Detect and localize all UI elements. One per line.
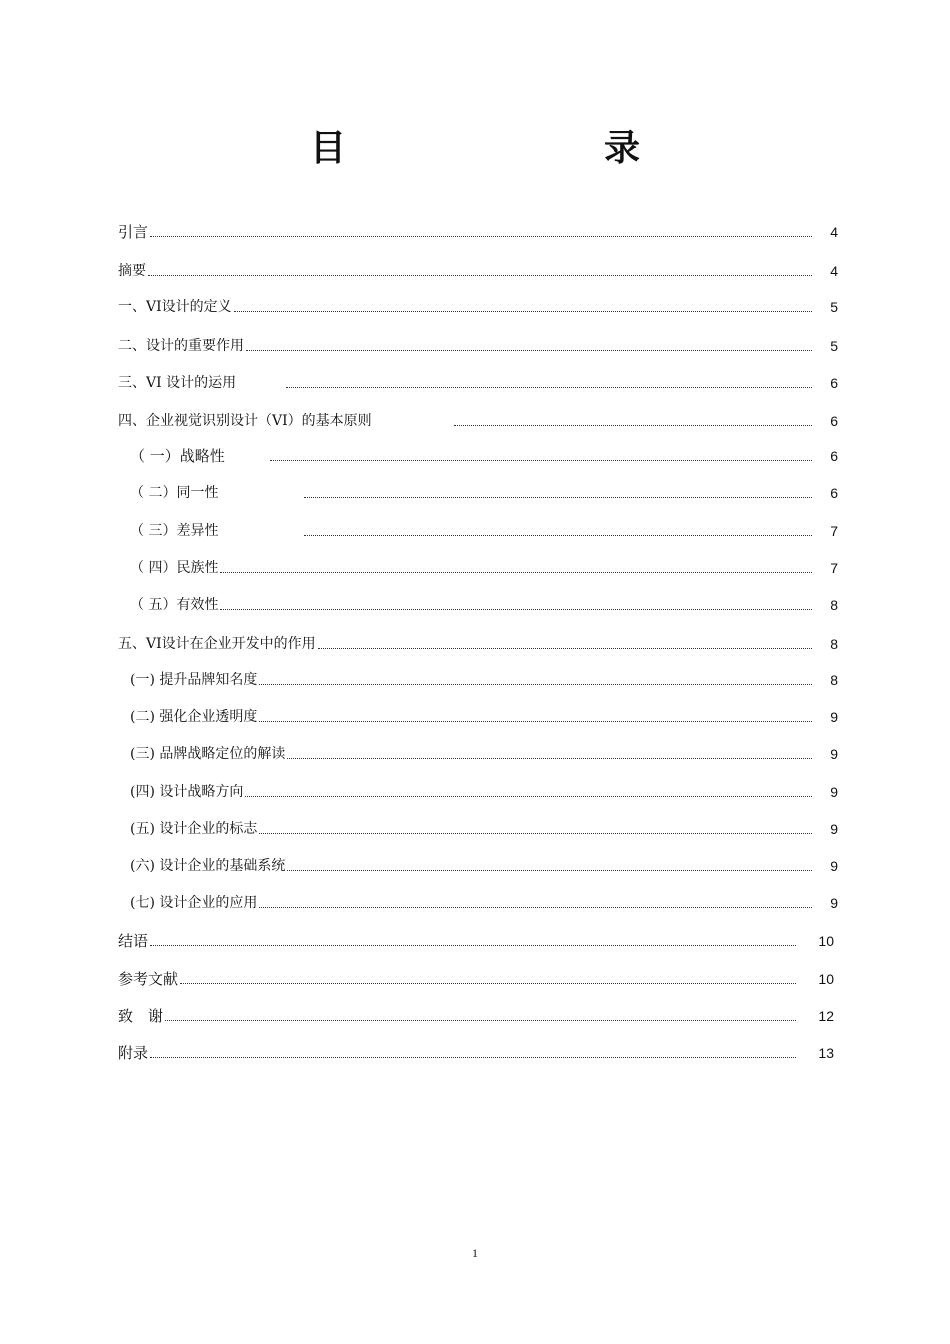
- toc-leader: [150, 944, 796, 946]
- toc-entry-page: 4: [830, 263, 838, 279]
- toc-entry-label: 摘要: [118, 263, 146, 279]
- toc-entry-page: 8: [830, 636, 838, 652]
- toc-leader: [270, 459, 812, 461]
- toc-entry-label: 引言: [118, 223, 149, 241]
- toc-entry[interactable]: [130, 521, 838, 541]
- toc-leader: [287, 757, 812, 759]
- toc-entry-page: 9: [830, 821, 838, 837]
- toc-entry-page: 9: [830, 895, 838, 911]
- toc-entry-page: 6: [830, 413, 838, 429]
- toc-entry-page: 5: [830, 338, 838, 354]
- toc-entry[interactable]: [118, 1006, 834, 1026]
- toc-entry[interactable]: [118, 1043, 834, 1063]
- toc-entry-label: (一) 提升品牌知名度: [130, 672, 258, 688]
- toc-entry[interactable]: [130, 595, 838, 615]
- toc-entry-page: 13: [818, 1045, 834, 1061]
- toc-entry-label: （ 四）民族性: [130, 560, 219, 576]
- toc-entry-label: 四、企业视觉识别设计（VI）的基本原则: [118, 413, 372, 429]
- toc-entry[interactable]: [118, 969, 834, 989]
- toc-leader: [286, 386, 812, 388]
- toc-entry-page: 9: [830, 784, 838, 800]
- toc-leader: [220, 608, 812, 610]
- toc-entry[interactable]: [118, 411, 838, 431]
- toc-entry-page: 9: [830, 709, 838, 725]
- toc-entry[interactable]: [130, 744, 838, 764]
- toc-entry[interactable]: [118, 222, 838, 242]
- toc-entry-page: 9: [830, 858, 838, 874]
- toc-entry-label: (二) 强化企业透明度: [130, 709, 258, 725]
- toc-entry-label: （ 三）差异性: [130, 523, 219, 539]
- toc-entry-page: 9: [830, 746, 838, 762]
- toc-entry[interactable]: [130, 782, 838, 802]
- toc-entry-page: 8: [830, 672, 838, 688]
- toc-entry-label: (五) 设计企业的标志: [130, 821, 258, 837]
- toc-entry[interactable]: [118, 297, 838, 317]
- toc-entry-page: 7: [830, 560, 838, 576]
- toc-entry-label: 结语: [118, 932, 149, 950]
- toc-leader: [150, 235, 812, 237]
- toc-entry-page: 10: [818, 933, 834, 949]
- toc-entry-page: 6: [830, 448, 838, 464]
- toc-entry-label: 参考文献: [118, 970, 179, 988]
- toc-entry-label: （ 一）战略性: [130, 447, 225, 465]
- toc-entry-label: （ 二）同一性: [130, 485, 219, 501]
- toc-entry[interactable]: [130, 670, 838, 690]
- toc-entry[interactable]: [118, 373, 838, 393]
- toc-entry-page: 7: [830, 523, 838, 539]
- toc-leader: [304, 496, 812, 498]
- toc-entry[interactable]: [130, 707, 838, 727]
- toc-entry[interactable]: [118, 261, 838, 281]
- toc-entry[interactable]: [130, 483, 838, 503]
- page-number: 1: [472, 1246, 478, 1260]
- toc-leader: [220, 571, 812, 573]
- toc-entry[interactable]: [130, 819, 838, 839]
- toc-entry-label: 三、VI 设计的运用: [118, 375, 237, 391]
- page-title: 目 录: [309, 128, 702, 169]
- toc-entry-page: 10: [818, 971, 834, 987]
- toc-leader: [287, 869, 812, 871]
- toc-entry-label: （ 五）有效性: [130, 597, 219, 613]
- toc-entry-page: 4: [830, 224, 838, 240]
- toc-entry[interactable]: [130, 446, 838, 466]
- toc-leader: [165, 1019, 796, 1021]
- toc-entry-page: 8: [830, 597, 838, 613]
- toc-entry[interactable]: [118, 634, 838, 654]
- toc-entry-page: 12: [818, 1008, 834, 1024]
- toc-leader: [180, 982, 796, 984]
- toc-leader: [259, 906, 812, 908]
- toc-entry[interactable]: [118, 931, 834, 951]
- toc-leader: [318, 647, 812, 649]
- toc-leader: [234, 310, 812, 312]
- toc-entry[interactable]: [130, 558, 838, 578]
- toc-entry-label: (六) 设计企业的基础系统: [130, 858, 286, 874]
- toc-entry-page: 6: [830, 375, 838, 391]
- toc-entry[interactable]: [118, 336, 838, 356]
- toc-entry-label: 五、VI设计在企业开发中的作用: [118, 636, 316, 652]
- toc-leader: [150, 1056, 796, 1058]
- toc-leader: [259, 683, 812, 685]
- toc-leader: [148, 274, 812, 276]
- toc-leader: [259, 832, 812, 834]
- toc-leader: [259, 720, 812, 722]
- toc-entry-page: 6: [830, 485, 838, 501]
- toc-entry-label: (四) 设计战略方向: [130, 784, 244, 800]
- toc-leader: [245, 795, 812, 797]
- toc-entry[interactable]: [130, 856, 838, 876]
- toc-leader: [454, 424, 812, 426]
- toc-leader: [246, 349, 812, 351]
- toc-entry-label: (七) 设计企业的应用: [130, 895, 258, 911]
- toc-entry-page: 5: [830, 299, 838, 315]
- toc-entry-label: 二、设计的重要作用: [118, 338, 244, 354]
- toc-leader: [304, 534, 812, 536]
- toc-entry-label: 附录: [118, 1044, 149, 1062]
- toc-entry[interactable]: [130, 893, 838, 913]
- toc-entry-label: 致 谢: [118, 1007, 164, 1025]
- toc-entry-label: 一、VI设计的定义: [118, 299, 232, 315]
- toc-entry-label: (三) 品牌战略定位的解读: [130, 746, 286, 762]
